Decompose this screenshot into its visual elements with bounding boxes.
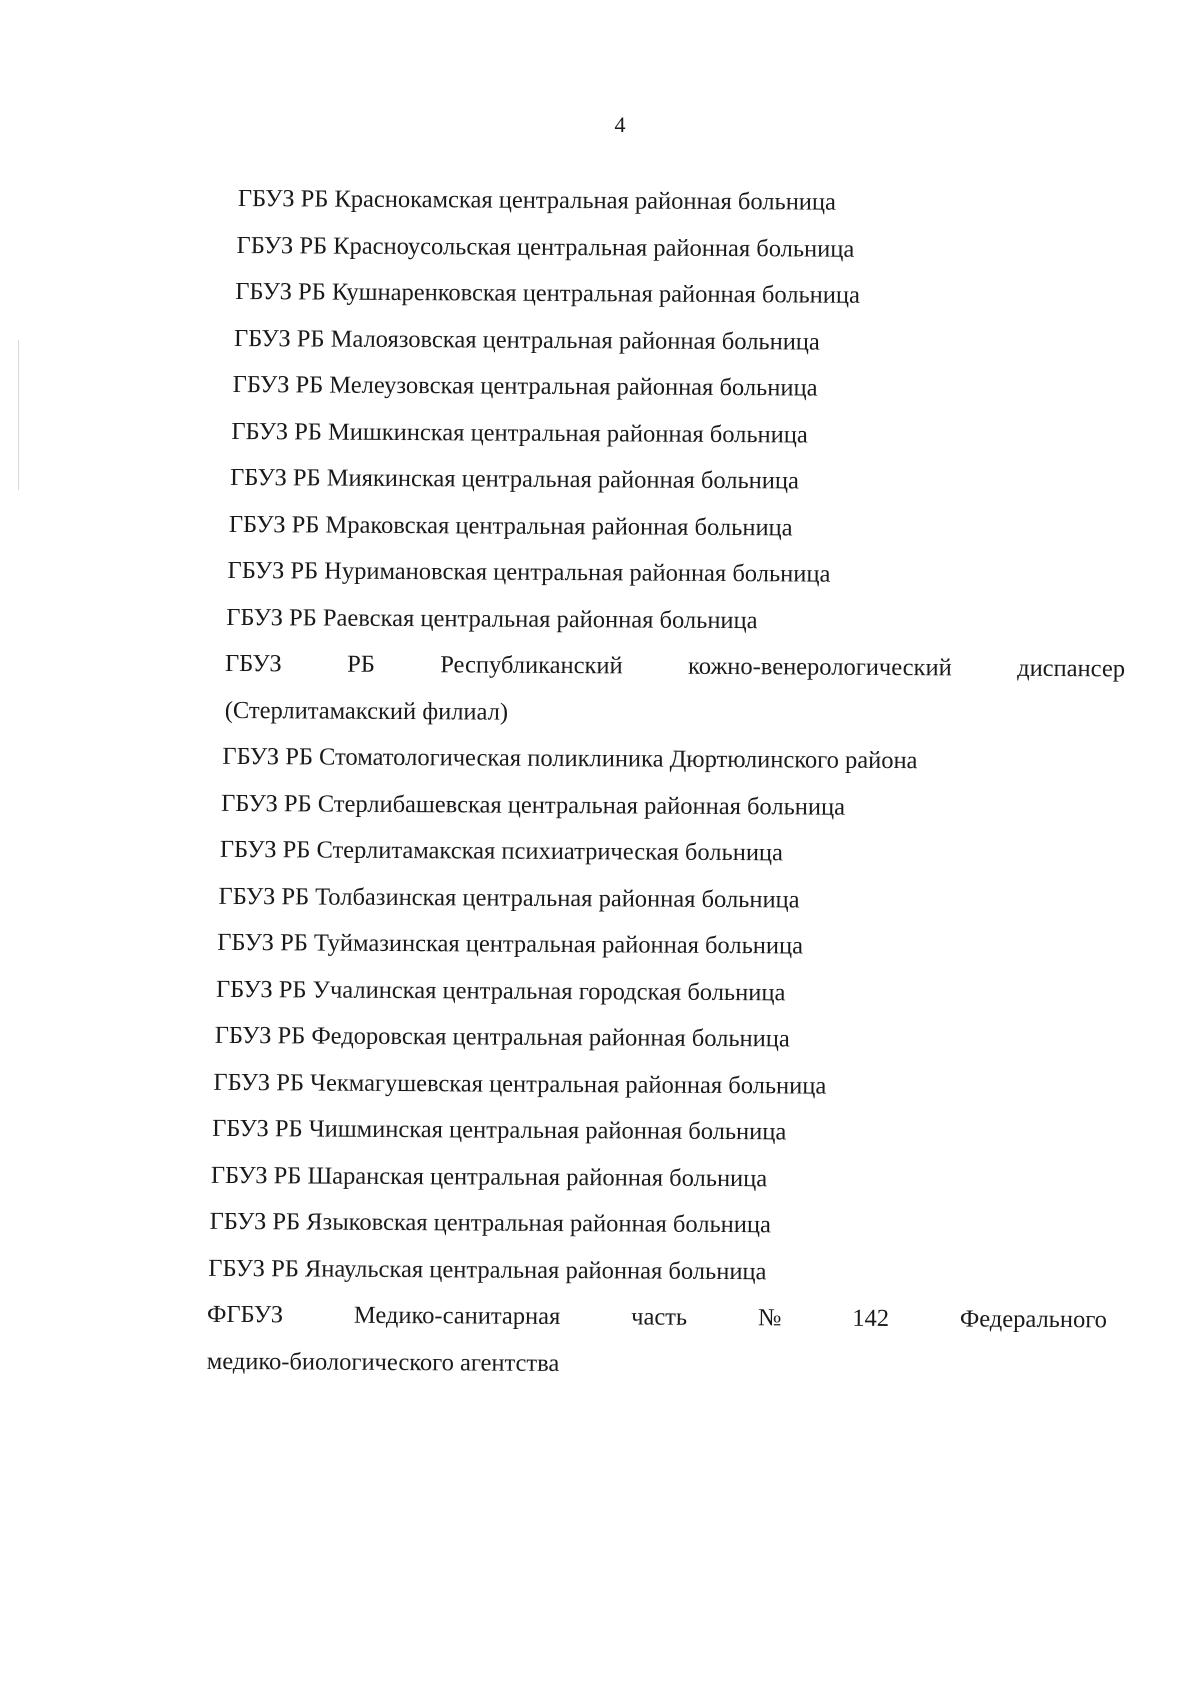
list-item: ГБУЗ РБ Языковская центральная районная больница [209,1207,771,1239]
list-item: ГБУЗ РБ Чекмагушевская центральная районная больница [213,1068,827,1100]
page-number: 4 [614,112,626,137]
list-item-wrapped [207,1292,1110,1391]
word: кожно-венерологический [687,652,952,682]
word: диспансер [1017,654,1126,683]
list-item: ГБУЗ РБ Стерлитамакская психиатрическая больница [219,835,784,867]
word: Федерального [959,1305,1108,1334]
institution-list [206,176,1126,1390]
list-item: ГБУЗ РБ Миякинская центральная районная больница [230,463,800,495]
list-item: ГБУЗ РБ Учалинская центральная городская больница [215,975,786,1006]
justified-line [207,1292,1107,1344]
list-item: ГБУЗ РБ Стерлибашевская центральная районная больница [221,789,846,821]
continuation-line: (Стерлитамакский филиал) [224,696,509,726]
word: Республиканский [440,651,623,680]
list-item: ГБУЗ РБ Красноусольская центральная районная больница [236,231,855,263]
list-item: ГБУЗ РБ Раевская центральная районная больница [226,603,758,634]
list-item: ГБУЗ РБ Малоязовская центральная районная больница [233,324,820,356]
word: ГБУЗ [224,649,282,678]
continuation-line: медико-биологического агентства [206,1347,560,1377]
list-item: ГБУЗ РБ Янаульская центральная районная больница [208,1254,767,1285]
list-item: ГБУЗ РБ Краснокамская центральная районная больница [237,185,837,216]
justified-line [225,641,1125,693]
word: Медико-санитарная [353,1301,561,1331]
word: № [757,1304,782,1332]
list-item: ГБУЗ РБ Мишкинская центральная районная больница [231,417,808,448]
word: РБ [347,650,375,678]
list-item: ГБУЗ РБ Нуримановская центральная районная больница [227,556,831,588]
list-item: ГБУЗ РБ Толбазинская центральная районная больница [218,882,800,913]
word: часть [631,1303,688,1331]
list-item: ГБУЗ РБ Кушнаренковская центральная районная больница [235,277,861,309]
list-item: ГБУЗ РБ Федоровская центральная районная больница [214,1021,790,1053]
list-item: ГБУЗ РБ Мелеузовская центральная районная больница [232,370,818,402]
list-item: ГБУЗ РБ Шаранская центральная районная больница [210,1161,768,1192]
scan-artifact [18,340,19,490]
word: ФГБУЗ [206,1300,284,1329]
word: 142 [852,1304,890,1333]
list-item: ГБУЗ РБ Стоматологическая поликлиника Дюртюлинского района [222,742,918,775]
list-item: ГБУЗ РБ Чишминская центральная районная больница [212,1114,787,1146]
list-item-wrapped [224,641,1126,739]
list-item: ГБУЗ РБ Мраковская центральная районная больница [228,510,793,541]
list-item: ГБУЗ РБ Туймазинская центральная районная больница [217,928,804,960]
